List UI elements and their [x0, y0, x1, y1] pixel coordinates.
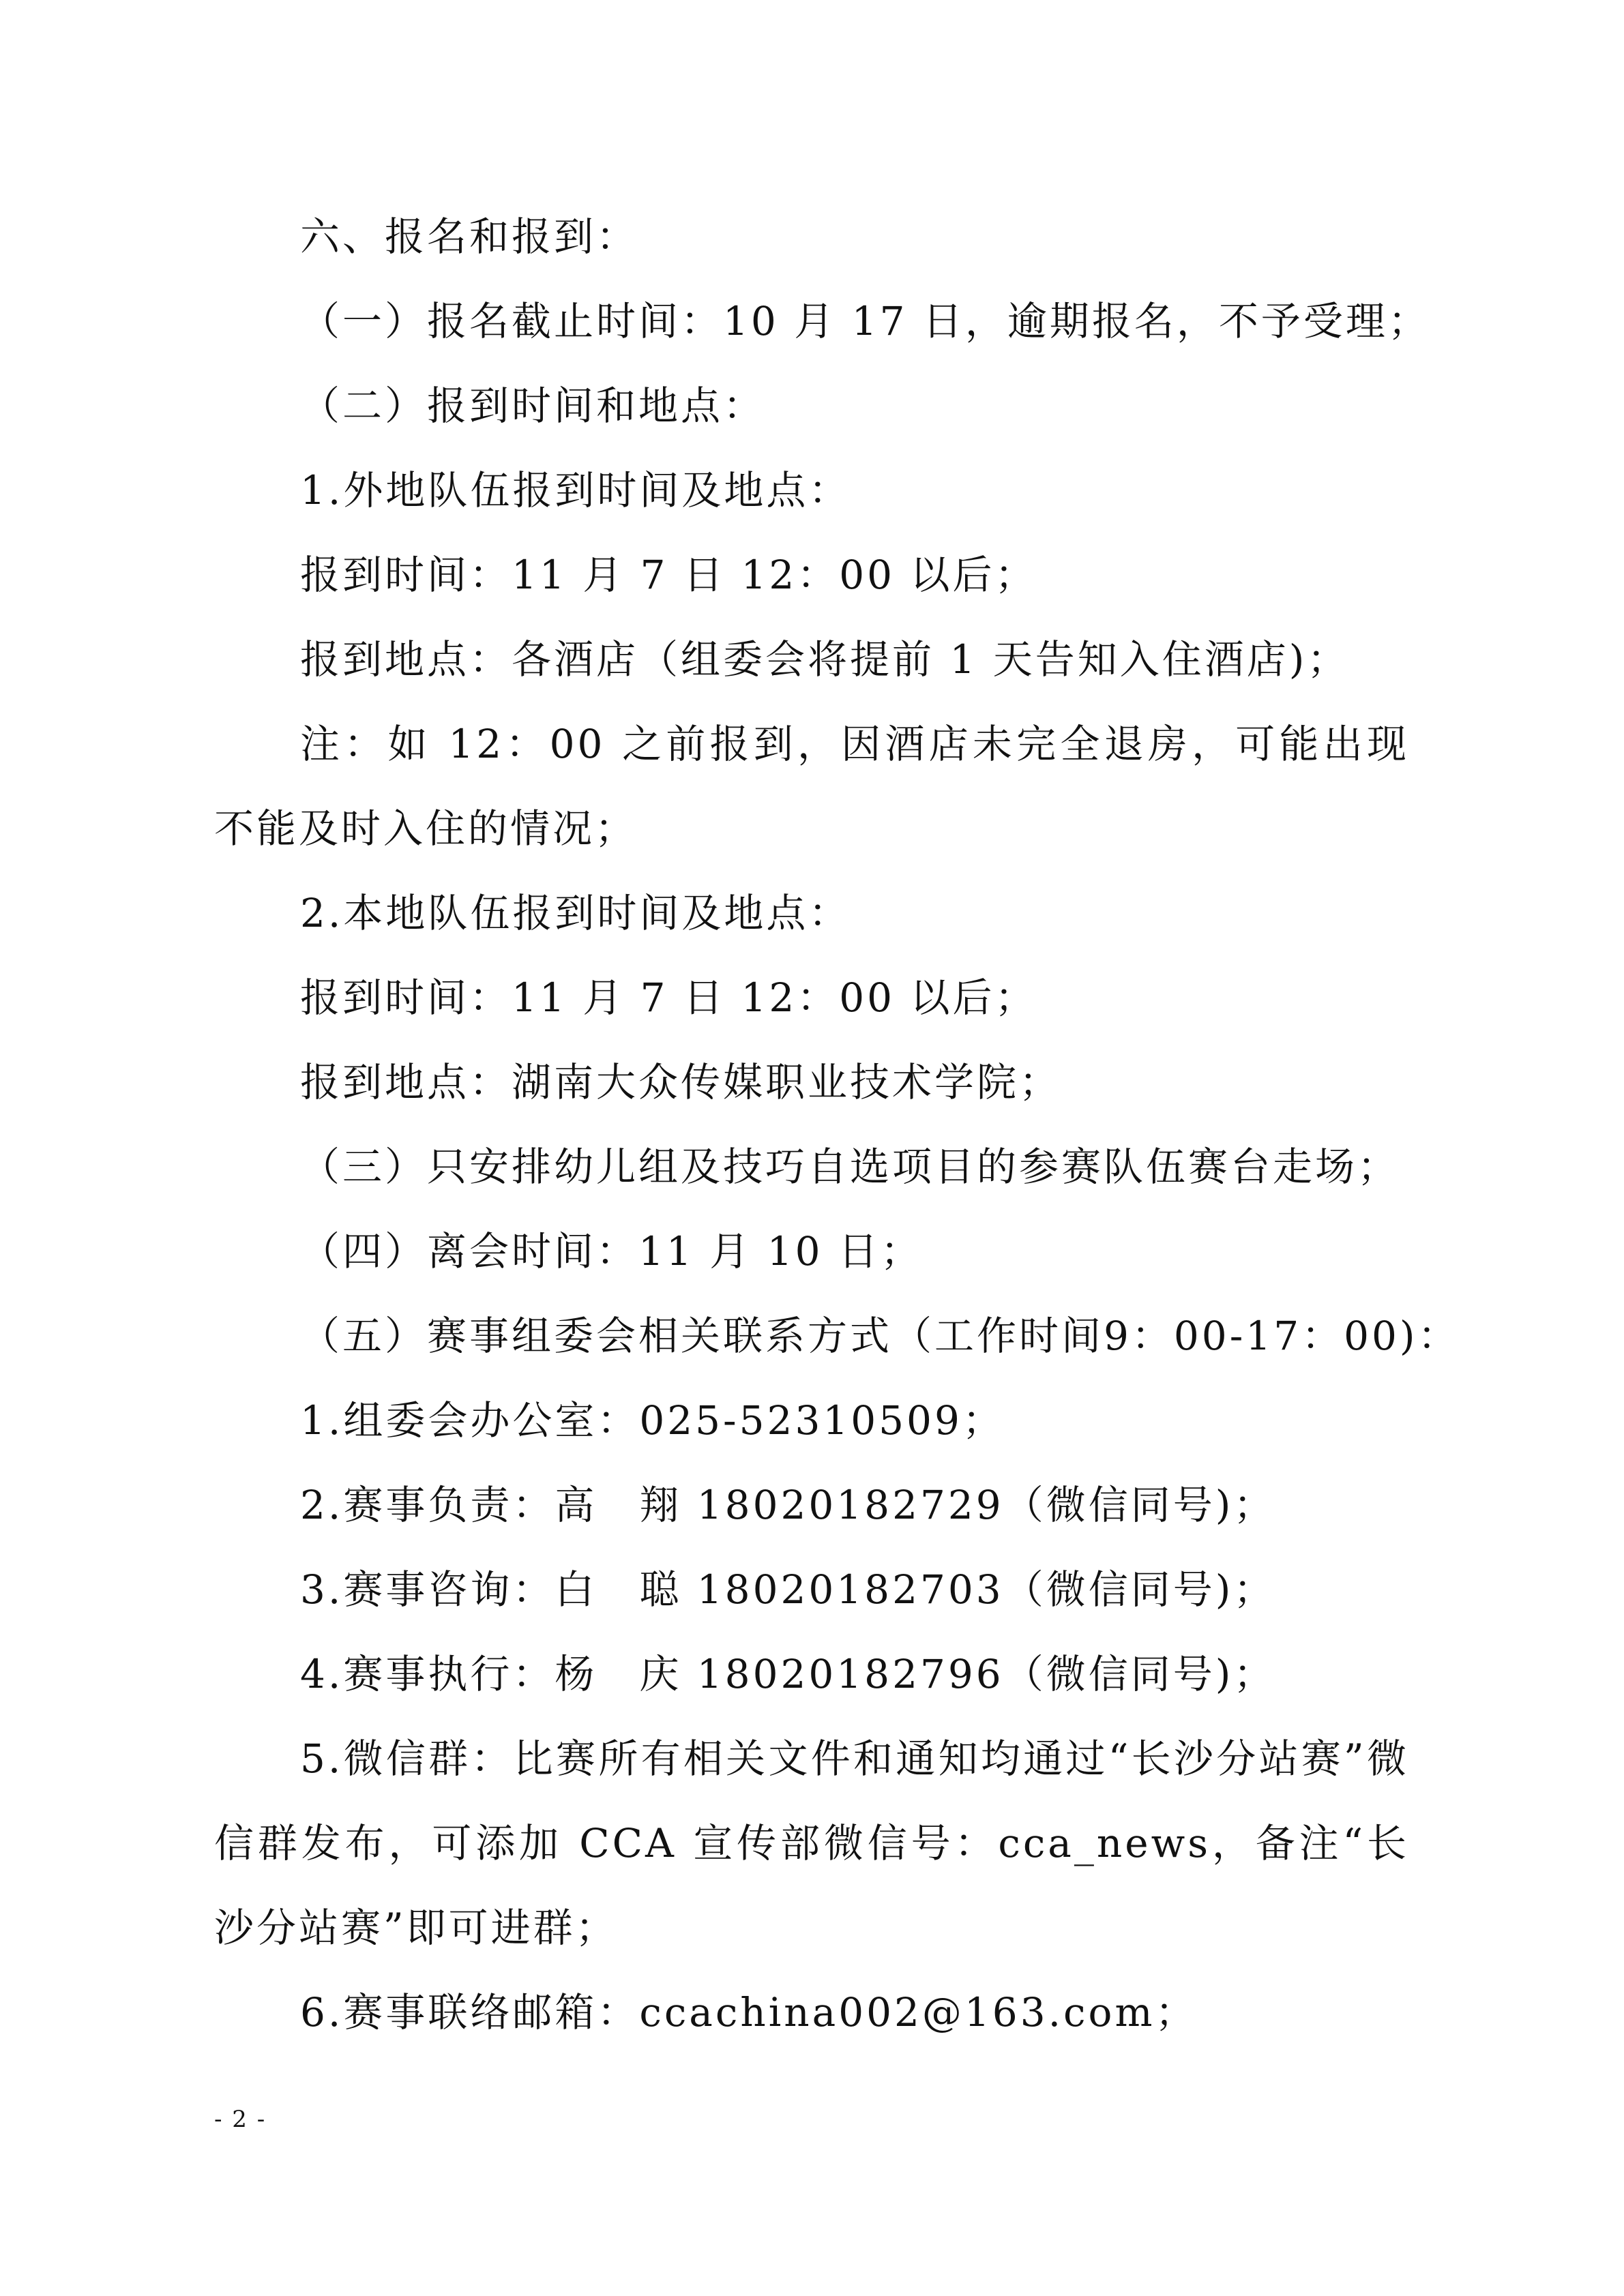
wechat-group-info: 5.微信群：比赛所有相关文件和通知均通过“长沙分站赛”微信群发布，可添加 CCA 宣传部微信号：cca_news，备注“长沙分站赛”即可进群；	[214, 1735, 1409, 1951]
contact-office: 1.组委会办公室：025-52310509；	[300, 1397, 1005, 1444]
local-checkin-place: 报到地点：湖南大众传媒职业技术学院；	[300, 1059, 1062, 1105]
checkin-note: 注：如 12：00 之前报到，因酒店未完全退房，可能出现不能及时入住的情况；	[214, 721, 1409, 852]
checkin-time-place-heading: （二）报到时间和地点：	[300, 383, 766, 429]
external-checkin-time: 报到时间：11 月 7 日 12：00 以后；	[300, 552, 1037, 598]
external-teams-heading: 1.外地队伍报到时间及地点：	[300, 467, 851, 513]
contact-lead: 2.赛事负责：高 翔 18020182729（微信同号)；	[300, 1482, 1276, 1528]
external-checkin-place: 报到地点：各酒店（组委会将提前 1 天告知入住酒店)；	[300, 636, 1350, 683]
local-checkin-time: 报到时间：11 月 7 日 12：00 以后；	[300, 974, 1037, 1021]
local-teams-heading: 2.本地队伍报到时间及地点：	[300, 890, 851, 936]
contact-email: 6.赛事联络邮箱：ccachina002@163.com；	[300, 1989, 1198, 2036]
departure-time: （四）离会时间：11 月 10 日；	[300, 1228, 923, 1274]
section-heading-registration: 六、报名和报到：	[300, 213, 639, 260]
walkthrough-arrangement: （三）只安排幼儿组及技巧自选项目的参赛队伍赛台走场；	[300, 1144, 1400, 1190]
document-body	[214, 194, 1460, 2055]
contact-heading: （五）赛事组委会相关联系方式（工作时间9：00-17：00)：	[300, 1313, 1460, 1359]
registration-deadline: （一）报名截止时间：10 月 17 日，逾期报名，不予受理；	[300, 298, 1430, 344]
page-number: - 2 -	[214, 2106, 267, 2133]
contact-consulting: 3.赛事咨询：白 聪 18020182703（微信同号)；	[300, 1566, 1276, 1613]
contact-execution: 4.赛事执行：杨 庆 18020182796（微信同号)；	[300, 1651, 1276, 1697]
